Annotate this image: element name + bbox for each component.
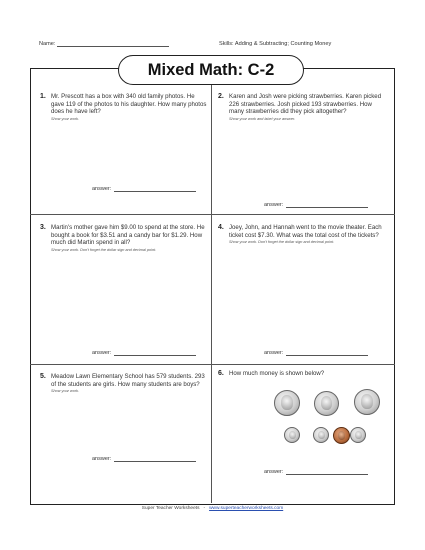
answer-line[interactable] — [114, 456, 196, 462]
question-text: Joey, John, and Hannah went to the movie theater. Each ticket cost $7.30. What was the total cost of the tickets? — [229, 224, 382, 239]
question-instruction: Show your work. Don't forget the dollar sign and decimal point. — [229, 240, 335, 244]
answer-6 — [264, 469, 368, 475]
row-divider-2 — [30, 364, 395, 365]
question-5 — [40, 373, 208, 393]
question-instruction: Show your work and label your answer. — [229, 116, 296, 121]
question-number: 6. — [218, 370, 224, 377]
footer-separator: - — [203, 506, 206, 511]
answer-2 — [264, 202, 368, 208]
answer-1 — [92, 186, 196, 192]
answer-line[interactable] — [114, 350, 196, 356]
page-footer — [0, 506, 425, 511]
answer-label: answer: — [92, 350, 112, 356]
page-title: Mixed Math: C-2 — [118, 55, 304, 85]
question-instruction: Show your work. — [51, 389, 80, 393]
name-label: Name: — [39, 41, 56, 47]
answer-label: answer: — [264, 202, 284, 208]
answer-line[interactable] — [114, 186, 196, 192]
quarter-coin-icon — [314, 391, 339, 416]
question-1 — [40, 93, 208, 121]
question-number: 2. — [218, 93, 224, 100]
answer-label: answer: — [264, 469, 284, 475]
dime-coin-icon — [350, 427, 366, 443]
question-instruction: Show your work. Don't forget the dollar sign and decimal point. — [51, 247, 157, 252]
question-text: How much money is shown below? — [229, 370, 325, 377]
question-number: 5. — [40, 373, 46, 380]
question-text: Martin's mother gave him $9.00 to spend at the store. He bought a book for $3.51 and a candy bar for $1.29. How much did Martin spend in all? — [51, 224, 205, 246]
penny-coin-icon — [333, 427, 350, 444]
footer-brand: Super Teacher Worksheets — [141, 506, 200, 511]
question-number: 4. — [218, 224, 224, 231]
dime-coin-icon — [313, 427, 329, 443]
answer-label: answer: — [264, 350, 284, 356]
skills-text: Skills: Adding & Subtracting; Counting Money — [219, 41, 332, 47]
name-field — [39, 41, 169, 47]
answer-label: answer: — [92, 186, 112, 192]
answer-5 — [92, 456, 196, 462]
name-line — [57, 41, 169, 47]
question-2 — [218, 93, 386, 121]
question-number: 3. — [40, 224, 46, 231]
column-divider — [211, 85, 212, 503]
question-4 — [218, 224, 386, 244]
question-3 — [40, 224, 208, 252]
answer-label: answer: — [92, 456, 112, 462]
question-number: 1. — [40, 93, 46, 100]
question-6 — [218, 370, 386, 378]
answer-line[interactable] — [286, 202, 368, 208]
row-divider-1 — [30, 214, 395, 215]
answer-4 — [264, 350, 368, 356]
footer-link[interactable]: www.superteacherworksheets.com — [209, 506, 284, 511]
question-text: Mr. Prescott has a box with 340 old family photos. He gave 119 of the photos to his daughter. How many photos does he have left? — [51, 93, 207, 115]
quarter-coin-icon — [354, 389, 380, 415]
quarter-coin-icon — [274, 390, 300, 416]
question-instruction: Show your work. — [51, 116, 80, 121]
dime-coin-icon — [284, 427, 300, 443]
question-text: Meadow Lawn Elementary School has 579 students. 293 of the students are girls. How many students are boys? — [51, 373, 205, 388]
answer-line[interactable] — [286, 469, 368, 475]
answer-3 — [92, 350, 196, 356]
question-text: Karen and Josh were picking strawberries. Karen picked 226 strawberries. Josh picked 193 strawberries. How many strawberries did they pick altogether? — [229, 93, 382, 115]
answer-line[interactable] — [286, 350, 368, 356]
